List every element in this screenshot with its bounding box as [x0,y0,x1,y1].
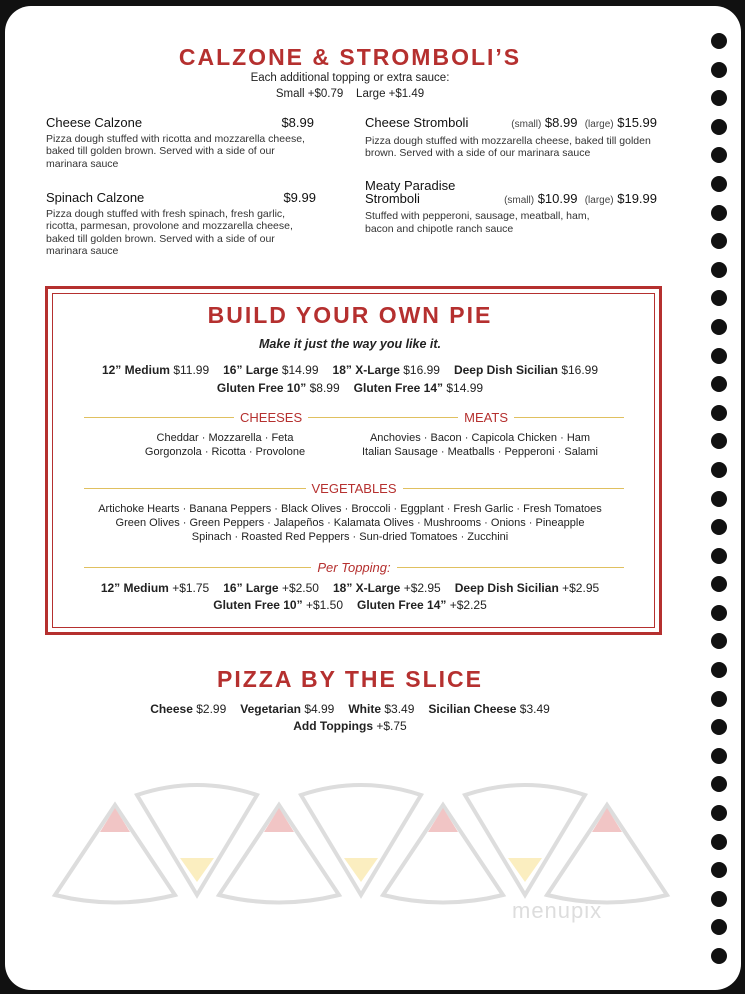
binding-hole [711,548,727,564]
size-price: 12” Medium $11.99 [101,363,210,377]
item-desc: Pizza dough stuffed with fresh spinach, fresh garlic, ricotta, parmesan, provolone and mozzarella cheese, baked till golden brown. Served with a side of our marinara sauce [46,207,293,257]
binding-hole [711,119,727,135]
size-price: Vegetarian $4.99 [240,702,335,716]
binding-hole [711,290,727,306]
add-toppings-label: Add Toppings [293,719,374,733]
item-price: $8.99 [281,115,314,130]
item-desc: Stuffed with pepperoni, sausage, meatball, ham, bacon and chipotle ranch sauce [365,210,590,235]
size-price: Deep Dish Sicilian +$2.95 [454,581,600,595]
size-price: Gluten Free 14” $14.99 [353,381,484,395]
binding-hole [711,62,727,78]
binding-hole [711,262,727,278]
size-label: (large) [584,194,614,206]
size-price: 16” Large $14.99 [223,363,319,377]
size-label: (small) [511,119,542,130]
veg-line: Spinach · Roasted Red Peppers · Sun-dried Tomatoes · Zucchini [191,531,509,543]
binding-hole [711,433,727,449]
slice-title: PIZZA BY THE SLICE [216,666,484,692]
item-name: Cheese Calzone [46,115,143,130]
vegetables-rule [84,481,624,496]
topping-note: Each additional topping or extra sauce: [250,72,450,84]
byo-subtitle: Make it just the way you like it. [259,337,441,351]
size-price: 18” X-Large $16.99 [332,363,440,377]
cheese-list: Gorgonzola · Ricotta · Provolone [144,446,306,458]
binding-hole [711,147,727,163]
item-price: $15.99 [617,115,657,130]
item-name: Stromboli [365,190,420,206]
binding-hole [711,805,727,821]
watermark: menupix [512,898,603,923]
binding-hole [711,519,727,535]
veg-line: Artichoke Hearts · Banana Peppers · Black Olives · Broccoli · Eggplant · Fresh Garlic · Fresh Tomatoes [98,503,602,515]
menu-item [46,117,314,170]
binding-hole [711,376,727,392]
size-price: 18” X-Large +$2.95 [332,581,441,595]
binding-hole [711,862,727,878]
per-topping-rule [84,560,624,575]
calzone-title: CALZONE & STROMBOLI’S [178,44,522,70]
item-name: Spinach Calzone [46,190,145,205]
size-price: 16” Large +$2.50 [223,581,319,595]
vegetables-heading: VEGETABLES [311,481,397,496]
byo-sizes-row1 [0,363,700,377]
add-toppings-price: +$.75 [376,719,407,733]
binding-hole [711,576,727,592]
add-toppings [0,719,700,733]
item-price: $8.99 [544,115,578,130]
per-topping-heading: Per Topping: [317,560,391,575]
size-price: Gluten Free 14” +$2.25 [357,598,487,612]
binding-hole [711,776,727,792]
binding-hole [711,662,727,678]
meat-list: Anchovies · Bacon · Capicola Chicken · Ham [369,432,591,444]
menu-item [365,117,657,160]
binding-hole [711,405,727,421]
per-topping-row1 [0,581,700,595]
item-price: $19.99 [617,190,657,206]
size-price: White $3.49 [348,702,415,716]
size-label: (large) [584,119,614,130]
size-price: Gluten Free 10” +$1.50 [213,598,343,612]
size-label: (small) [504,194,535,206]
meats-heading: MEATS [464,410,508,425]
cheese-list: Cheddar · Mozzarella · Feta [156,432,294,444]
menu-item [365,180,657,235]
binding-hole [711,748,727,764]
binding-hole [711,719,727,735]
vegetable-list [0,502,700,544]
byo-sizes-row2 [0,381,700,395]
size-price: Gluten Free 10” $8.99 [216,381,340,395]
binding-hole [711,605,727,621]
binding-hole [711,919,727,935]
item-desc: Pizza dough stuffed with mozzarella cheese, baked till golden brown. Served with a side of our marinara sauce [365,134,651,159]
meat-list: Italian Sausage · Meatballs · Pepperoni · Salami [361,446,598,458]
size-price: 12” Medium +$1.75 [100,581,210,595]
cheeses-heading: CHEESES [240,410,303,425]
veg-line: Green Olives · Green Peppers · Jalapeños · Kalamata Olives · Mushrooms · Onions · Pineapple [115,517,585,529]
byo-title: BUILD YOUR OWN PIE [207,302,493,328]
item-price: $9.99 [283,190,316,205]
item-name: Cheese Stromboli [365,115,469,130]
binding-hole [711,90,727,106]
slice-prices [0,702,700,716]
binding-hole [711,348,727,364]
cheeses-meats-rule [84,410,624,425]
menu-item [46,192,316,258]
binding-hole [711,891,727,907]
item-name: Meaty Paradise [365,178,456,193]
binding-hole [711,176,727,192]
binding-hole [711,633,727,649]
size-price: Cheese $2.99 [150,702,227,716]
topping-note-prices: Small +$0.79 Large +$1.49 [275,88,425,100]
binding-hole [711,319,727,335]
binding-hole [711,834,727,850]
binding-hole [711,233,727,249]
binding-hole [711,462,727,478]
spiral-binding [711,33,727,977]
size-price: Deep Dish Sicilian $16.99 [453,363,599,377]
binding-hole [711,691,727,707]
binding-hole [711,205,727,221]
per-topping-row2 [0,598,700,612]
binding-hole [711,948,727,964]
item-desc: Pizza dough stuffed with ricotta and mozzarella cheese, baked till golden brown. Served with a side of our marinara sauce [46,132,305,170]
binding-hole [711,491,727,507]
item-price: $10.99 [537,190,578,206]
size-price: Sicilian Cheese $3.49 [428,702,550,716]
binding-hole [711,33,727,49]
